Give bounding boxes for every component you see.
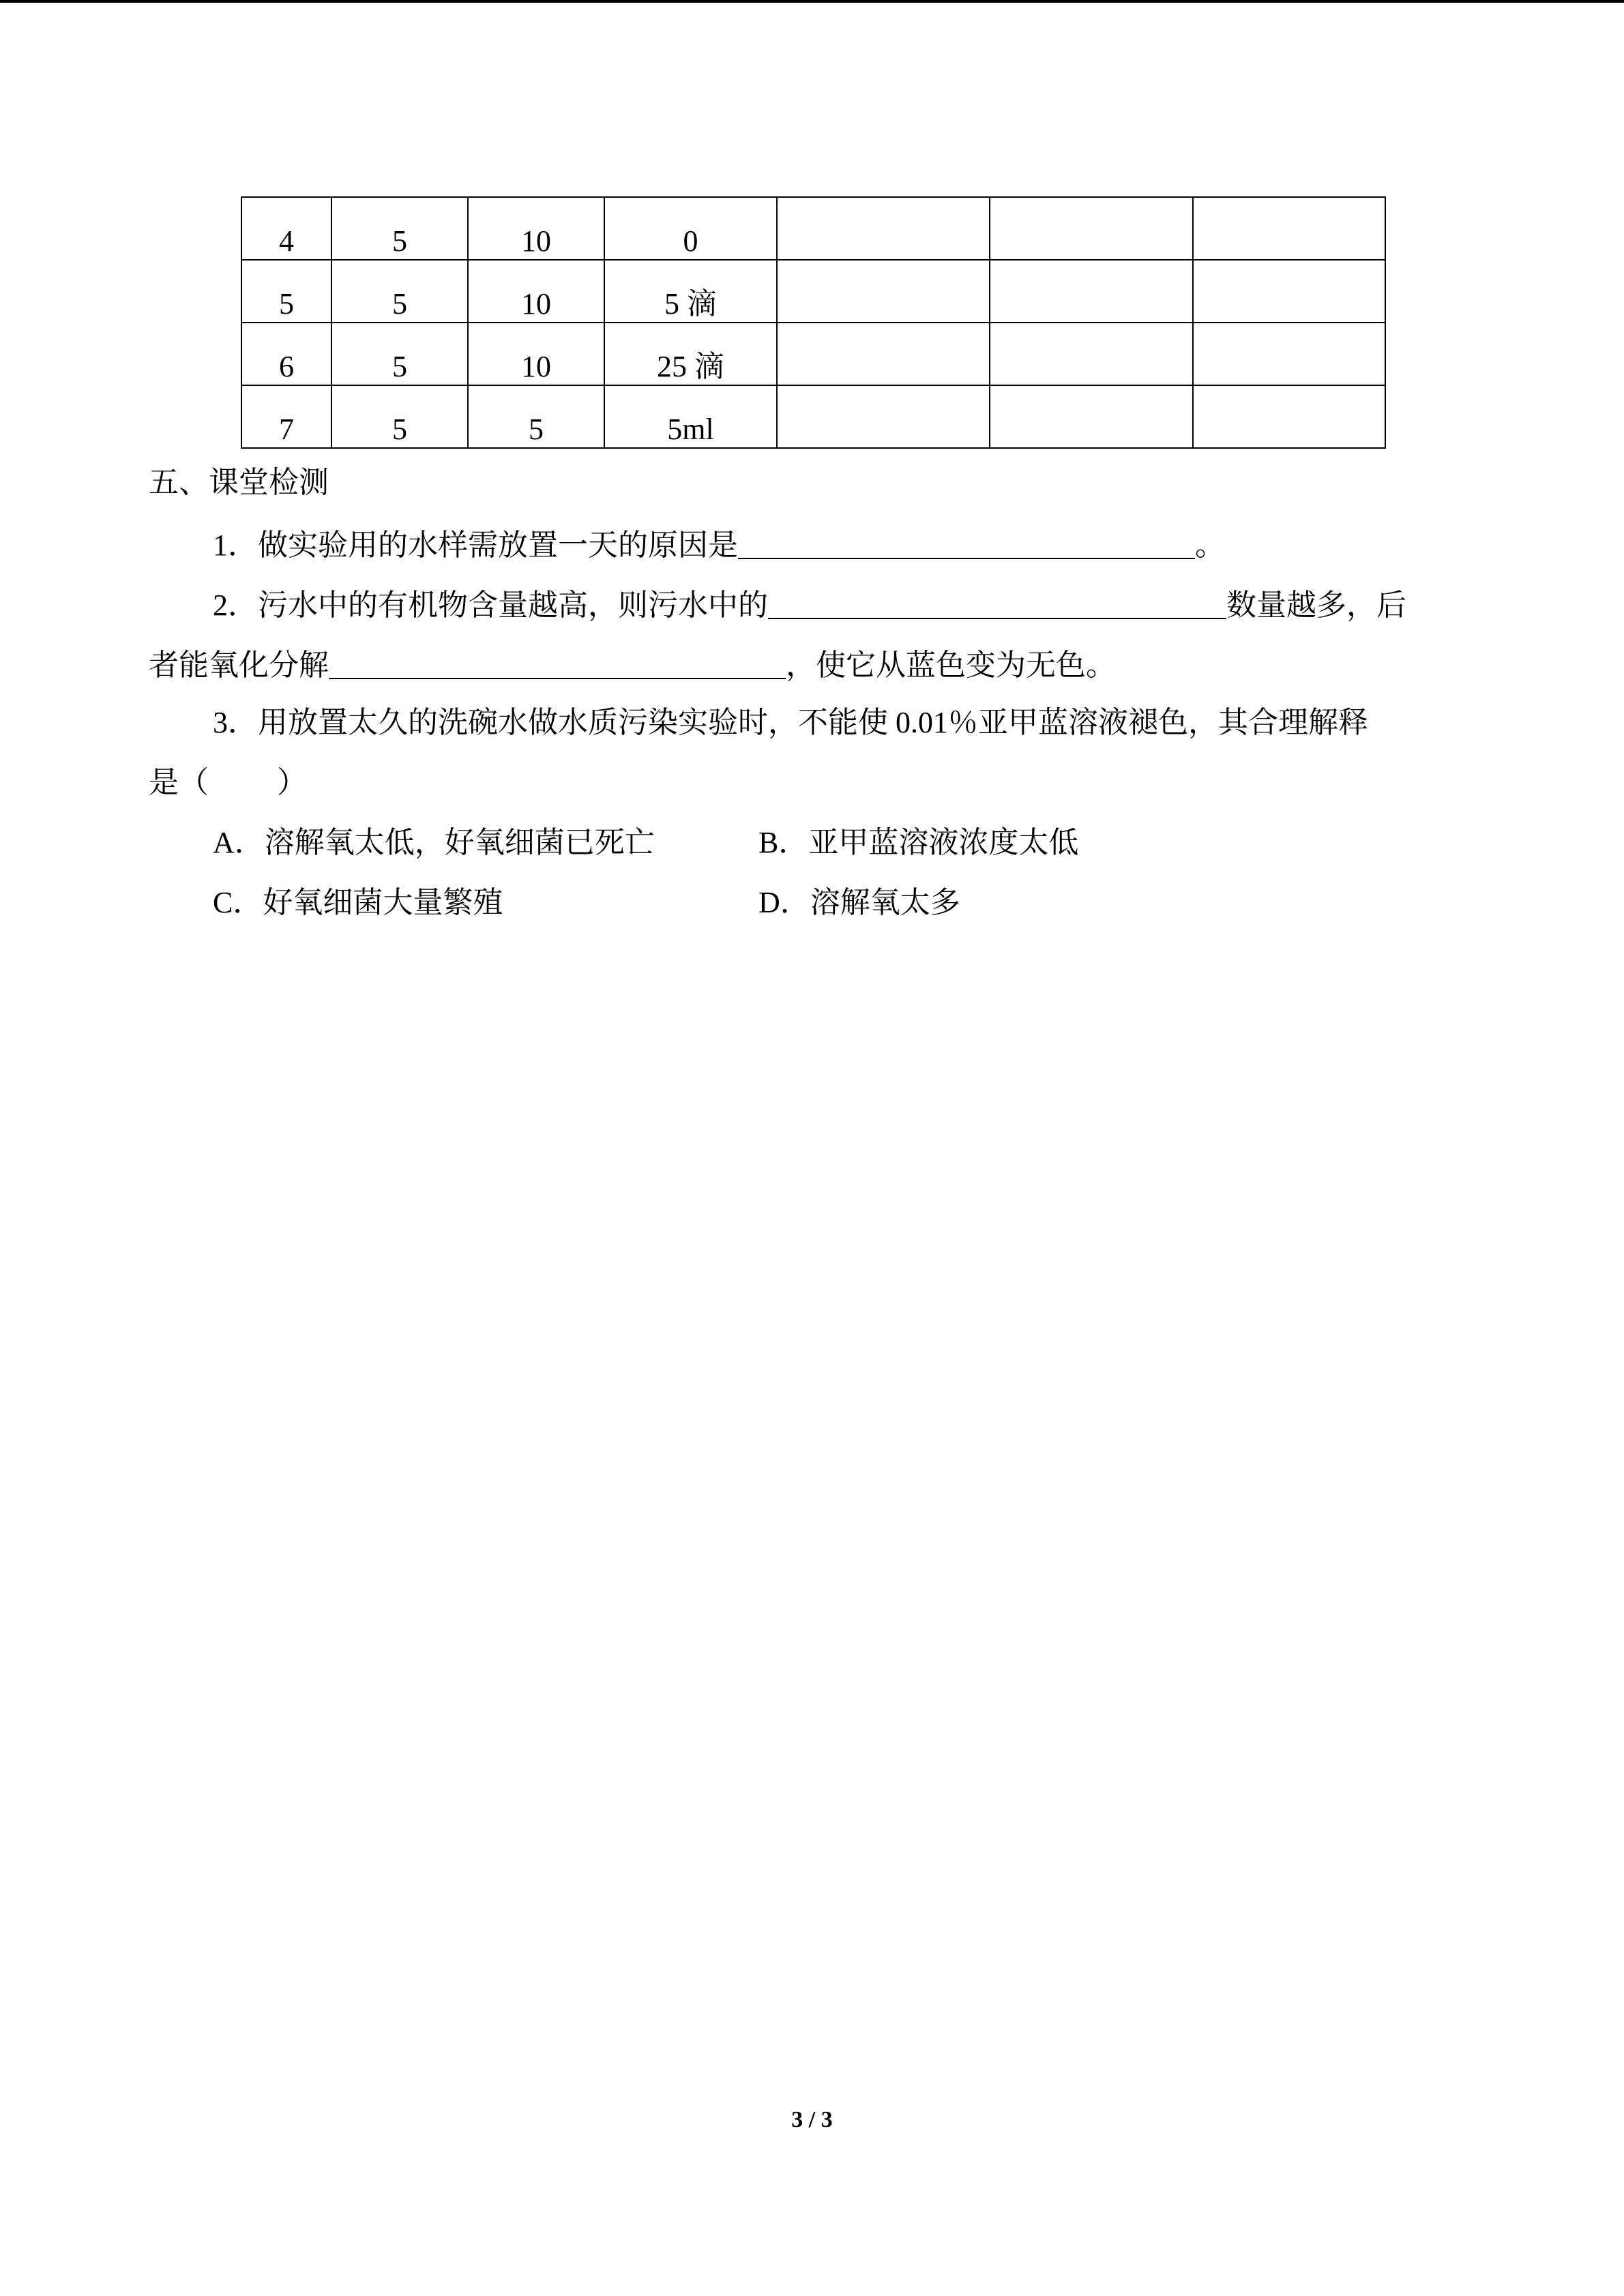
table-cell [777, 197, 990, 260]
table-cell [1193, 197, 1385, 260]
table-cell: 0 [604, 197, 777, 260]
table-cell [777, 323, 990, 385]
question-1 [213, 528, 1225, 561]
experiment-table [241, 196, 1386, 449]
question-1-text: 1．做实验用的水样需放置一天的原因是 [213, 528, 738, 562]
table-cell [990, 260, 1193, 323]
table-cell: 5 [331, 323, 468, 385]
question-2-line2-start: 者能氧化分解 [149, 648, 329, 682]
table-cell: 5 [331, 385, 468, 448]
table-cell [1193, 385, 1385, 448]
option-a[interactable]: A．溶解氧太低，好氧细菌已死亡 [213, 826, 655, 859]
table-cell: 5ml [604, 385, 777, 448]
question-2-line2-end: ，使它从蓝色变为无色。 [786, 648, 1116, 682]
question-3-paren-open: 是（ [149, 766, 209, 799]
table-cell [990, 385, 1193, 448]
option-b[interactable]: B．亚甲蓝溶液浓度太低 [758, 826, 1079, 859]
table-row [241, 197, 1385, 260]
option-d[interactable]: D．溶解氧太多 [758, 886, 960, 919]
table-cell: 5 [331, 197, 468, 260]
table-cell [777, 385, 990, 448]
table-cell [990, 323, 1193, 385]
page-number: 3 / 3 [791, 2107, 833, 2132]
question-3-paren-close: ） [277, 766, 307, 799]
table-cell [1193, 323, 1385, 385]
table-cell [990, 197, 1193, 260]
section-heading: 五、课堂检测 [149, 466, 329, 499]
question-2-line-2 [149, 648, 1116, 681]
table-cell: 25 滴 [604, 323, 777, 385]
option-c[interactable]: C．好氧细菌大量繁殖 [213, 886, 503, 919]
question-3-line-1: 3．用放置太久的洗碗水做水质污染实验时，不能使 0.01％亚甲蓝溶液褪色，其合理解释 [213, 706, 1368, 739]
table-cell: 5 [468, 385, 604, 448]
question-1-end: 。 [1195, 528, 1225, 562]
table-cell: 10 [468, 323, 604, 385]
table-cell: 7 [241, 385, 331, 448]
table-cell [1193, 260, 1385, 323]
table-cell: 4 [241, 197, 331, 260]
question-2-text-start: 2．污水中的有机物含量越高，则污水中的 [213, 588, 768, 622]
table-cell: 6 [241, 323, 331, 385]
table-cell: 10 [468, 197, 604, 260]
question-3-line-2 [149, 768, 307, 798]
answer-blank[interactable] [738, 528, 1195, 559]
table-cell [777, 260, 990, 323]
answer-blank[interactable] [768, 588, 1226, 619]
top-border-rule [0, 0, 1624, 3]
table-cell: 5 [241, 260, 331, 323]
table-cell: 10 [468, 260, 604, 323]
table-row [241, 385, 1385, 448]
question-2-line-1 [213, 588, 1406, 621]
table-row [241, 323, 1385, 385]
table-cell: 5 滴 [604, 260, 777, 323]
answer-blank[interactable] [329, 648, 786, 679]
table-cell: 5 [331, 260, 468, 323]
question-2-text-end: 数量越多，后 [1226, 588, 1406, 622]
table-row [241, 260, 1385, 323]
